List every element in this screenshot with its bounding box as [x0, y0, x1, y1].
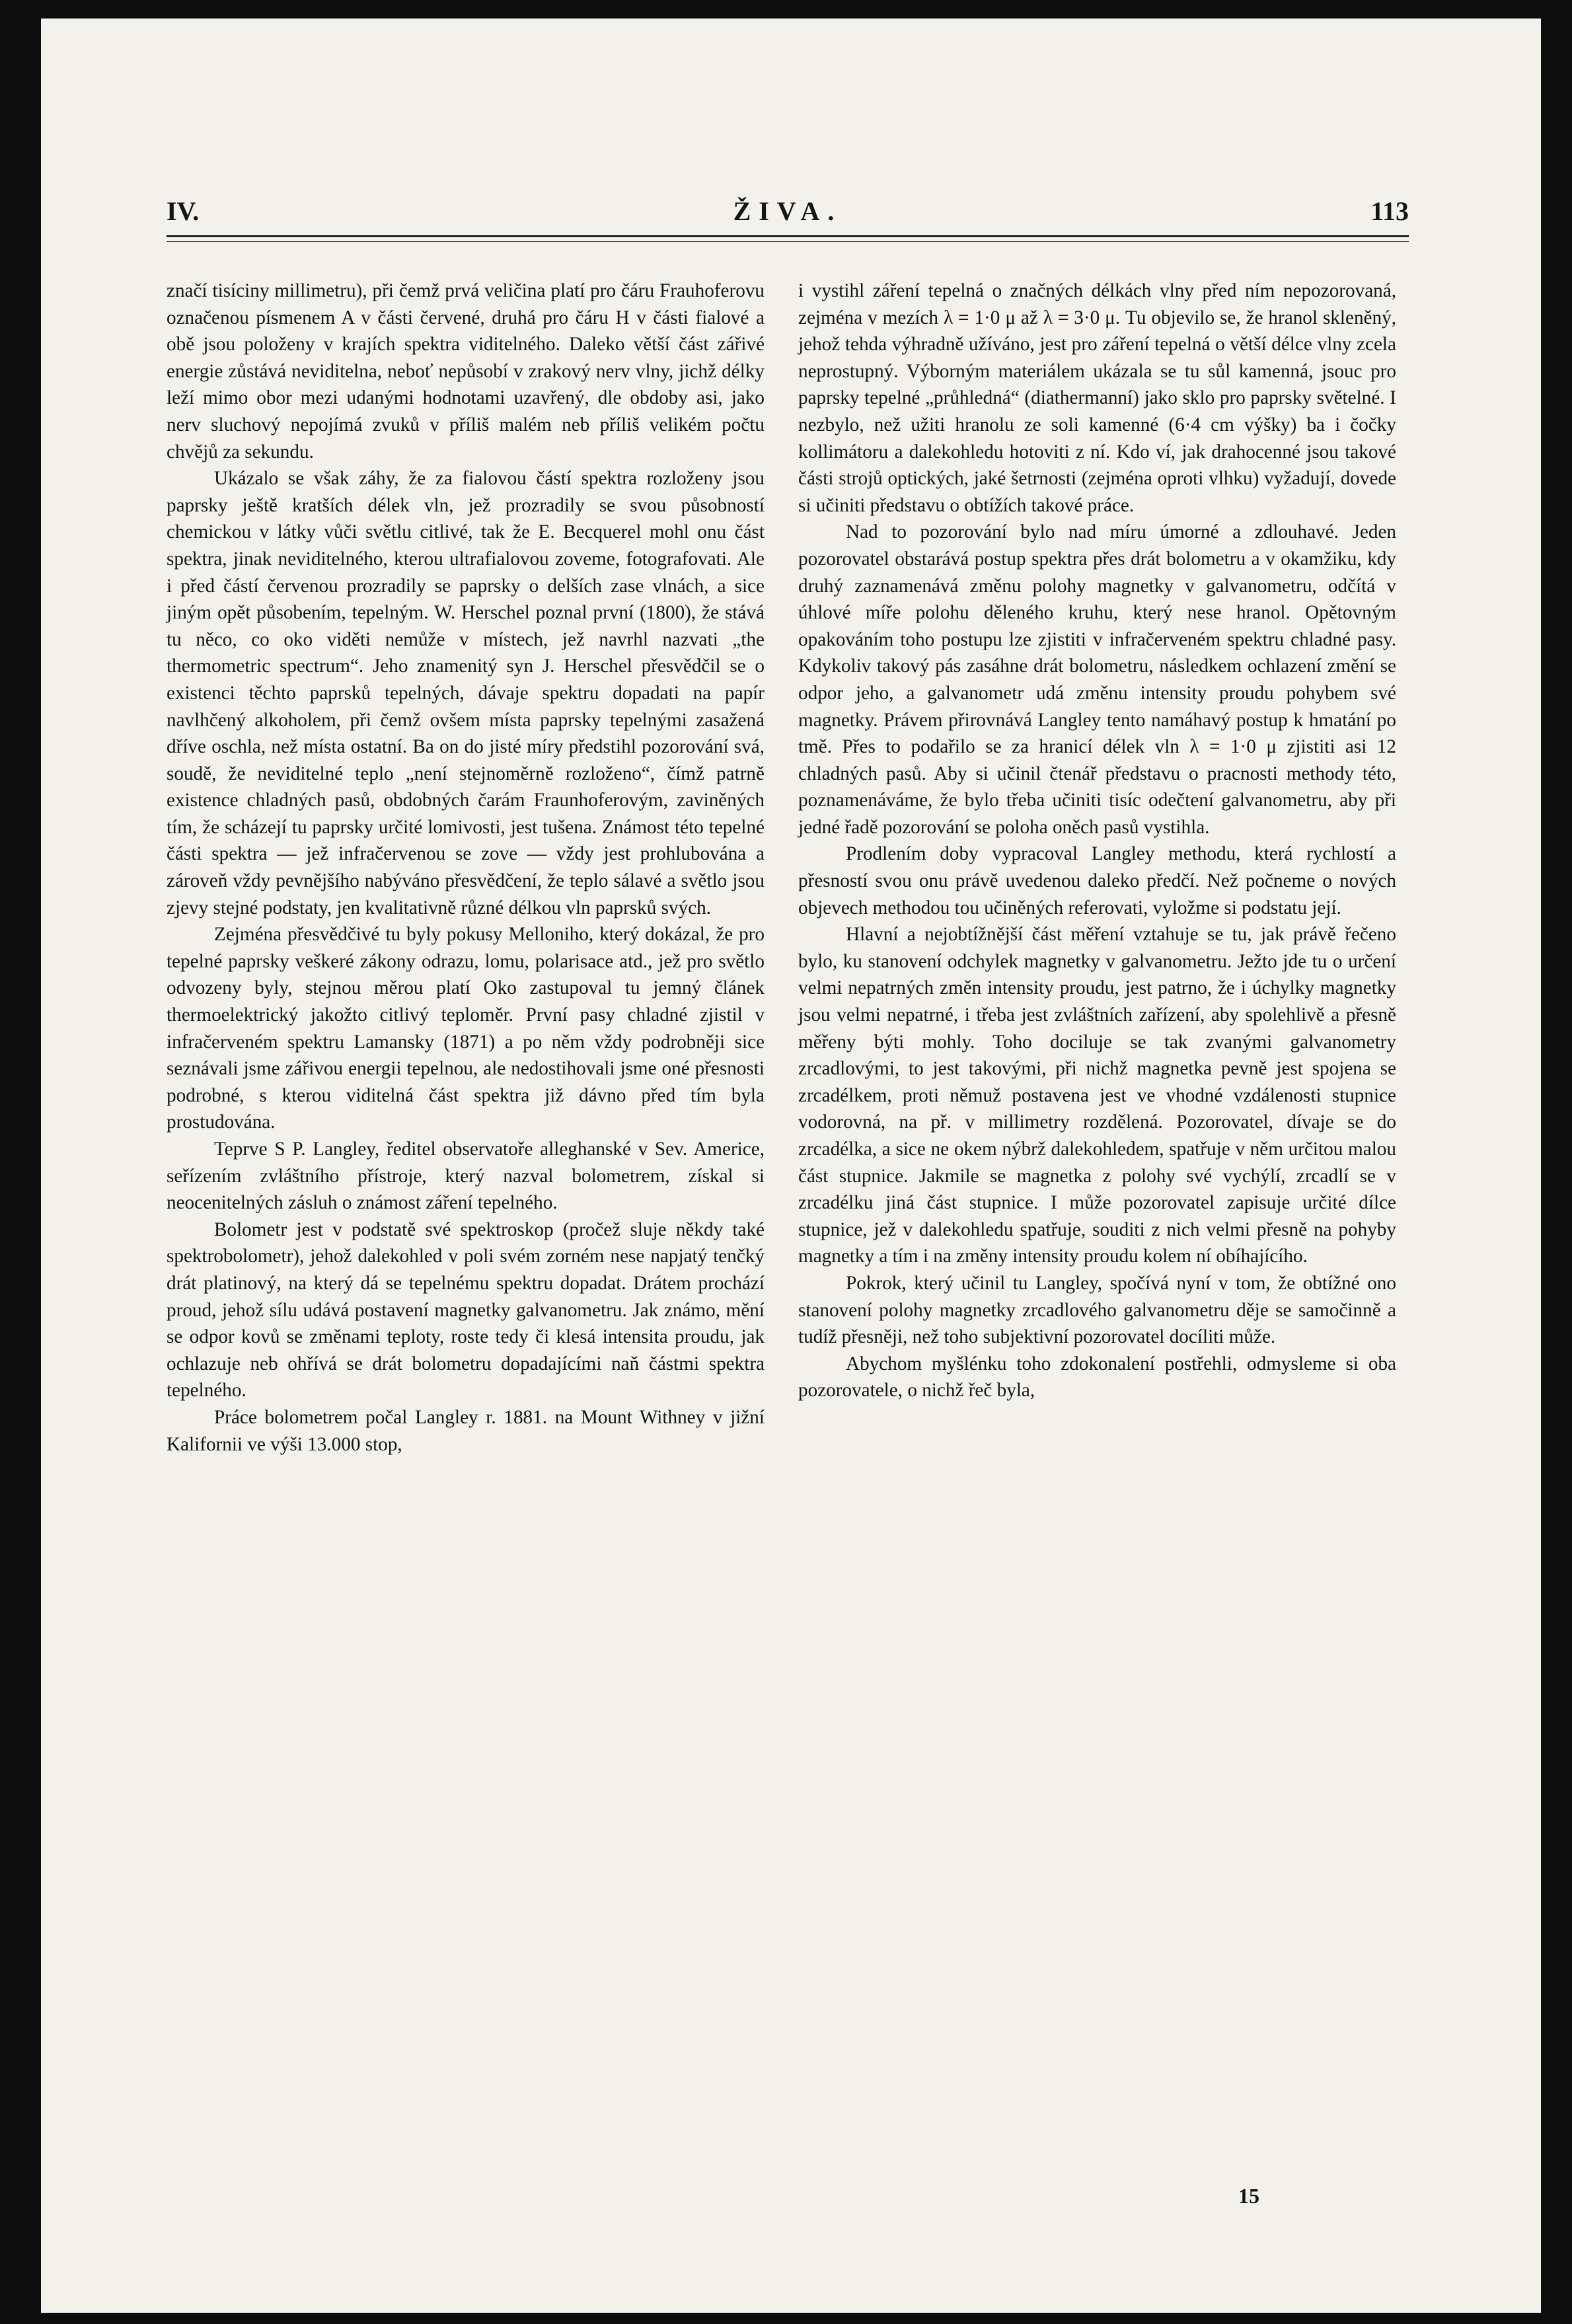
paragraph: Pokrok, který učinil tu Langley, spočívá nyní v tom, že obtížné ono stanovení polohy magnetky zrcadlového galvanometru děje se samočinně a tudíž přesněji, než toho subjektivní pozorovatel docíliti může. [798, 1272, 1396, 1348]
paragraph: značí tisíciny millimetru), při čemž prvá veličina platí pro čáru Frauhoferovu označenou písmenem A v části červené, druhá pro čáru H v části fialové a obě jsou položeny v krajích spektra viditelného. Daleko větší část zářivé energie zůstává neviditelna, neboť nepůsobí v zrakový nerv vlny, jichž délky leží mimo obor mezi udanými hodnotami uzavřený, dle obdoby asi, jako nerv sluchový nepojímá zvuků v příliš malém neb příliš velikém počtu chvějů za sekundu. [167, 280, 765, 463]
paragraph: Bolometr jest v podstatě své spektroskop (pročež sluje někdy také spektrobolometr), jehož dalekohled v poli svém zorném nese napjatý tenčký drát platinový, na který dá se tepelnému spektru dopadat. Drátem prochází proud, jehož sílu udává postavení magnetky galvanometru. Jak známo, mění se odpor kovů se změnami teploty, roste tedy či klesá intensita proudu, jak ochlazuje neb ohřívá se drát bolometru dopadajícími naň částmi spektra tepelného. [167, 1218, 765, 1402]
journal-title: ŽIVA. [733, 196, 842, 226]
paragraph: Teprve S P. Langley, ředitel observatoře alleghanské v Sev. Americe, seřízením zvláštního přístroje, který nazval bolometrem, získal si neocenitelných zásluh o známost záření tepelného. [167, 1139, 765, 1214]
volume-number: IV. [167, 196, 200, 226]
paragraph: Zejména přesvědčivé tu byly pokusy Melloniho, který dokázal, že pro tepelné paprsky veškeré zákony odrazu, lomu, polarisace atd., jež pro světlo odvozeny byly, stejnou měrou platí Oko zastupoval tu jemný článek thermoelektrický jakožto citlivý teploměr. První pasy chladné zjistil v infračerveném spektru Lamansky (1871) a po něm vždy podrobněji sice seznávali jsme zářivou energii tepelnou, ale nedostihovali jsme oné přesnosti podrobné, s kterou viditelná část spektra již dávno před tím byla prostudována. [167, 924, 765, 1133]
paragraph: Nad to pozorování bylo nad míru úmorné a zdlouhavé. Jeden pozorovatel obstarává postup spektra přes drát bolometru a v okamžiku, kdy druhý zaznamenává změnu polohy magnetky v galvanometru, odčítá v úhlové míře polohu děleného kruhu, který nese hranol. Opětovným opakováním toho postupu lze zjistiti v infračerveném spektru chladné pasy. Kdykoliv takový pás zasáhne drát bolometru, následkem ochlazení změní se odpor jeho, a galvanometr udá změnu intensity proudu pohybem své magnetky. Právem přirovnává Langley tento namáhavý postup k hmatání po tmě. Přes to podařilo se za hranicí délek vln λ = 1·0 μ zjistiti asi 12 chladných pasů. Aby si učinil čtenář představu o pracnosti methody této, poznamenáváme, že bylo třeba učiniti tisíc odečtení galvanometru, aby při jedné řadě pozorování se poloha oněch pasů vystihla. [798, 521, 1396, 838]
running-header [167, 189, 1409, 242]
paragraph: Hlavní a nejobtížnější část měření vztahuje se tu, jak právě řečeno bylo, ku stanovení odchylek magnetky v galvanometru. Ježto jde tu o určení velmi nepatrných změn intensity proudu, jest patrno, že i úchylky magnetky jsou velmi nepatrné, i třeba jest zvláštních zařízení, aby spolehlivě a přesně měřeny býti mohly. Toho dociluje se tak zvanými galvanometry zrcadlovými, to jest takovými, při nichž magnetka pevně jest spojena se zrcadélkem, proti němuž postavena jest ve vhodné vzdálenosti stupnice vodorovná, na př. v millimetry rozdělená. Pozorovatel, dívaje se do zrcadélka, a sice ne okem nýbrž dalekohledem, spatřuje v něm určitou malou část stupnice. Jakmile se magnetka z polohy své vychýlí, zrcadlí se v zrcadélku jiná část stupnice. I může pozorovatel zapisuje určité dílce stupnice, jež v dalekohledu spatřuje, souditi z nich velmi přesně na pohyby magnetky a tím i na změny intensity proudu kolem ní obíhajícího. [798, 924, 1396, 1267]
right-column [798, 278, 1396, 1404]
signature-mark: 15 [1238, 2184, 1259, 2208]
journal-page [41, 19, 1541, 2313]
header-rule-thin [167, 241, 1409, 242]
paragraph: i vystihl záření tepelná o značných délkách vlny před ním nepozorovaná, zejména v mezích λ = 1·0 μ až λ = 3·0 μ. Tu objevilo se, že hranol skleněný, jehož tehda výhradně užíváno, jest pro záření tepelná o větší délce vlny zcela neprostupný. Výborným materiálem ukázala se tu sůl kamenná, jsouc pro paprsky tepelné „průhledná“ (diathermanní) jako sklo pro paprsky světelné. I nezbylo, než užiti hranolu ze soli kamenné (6·4 cm výšky) ba i čočky kollimátoru a dalekohledu hotoviti z ní. Kdo ví, jak drahocenné jsou takové části strojů optických, jaké šetrnosti (zejména oproti vlhku) vyžadují, dovede si učiniti představu o obtížích takové práce. [798, 280, 1396, 516]
page-number: 113 [1370, 196, 1409, 226]
left-column [167, 278, 765, 1458]
paragraph: Práce bolometrem počal Langley r. 1881. na Mount Withney v jižní Kalifornii ve výši 13.000 stop, [167, 1406, 765, 1455]
paragraph: Prodlením doby vypracoval Langley methodu, která rychlostí a přesností svou onu právě uvedenou daleko předčí. Než počneme o nových objevech methodou tou učiněných referovati, vyložme si podstatu její. [798, 843, 1396, 918]
paragraph: Ukázalo se však záhy, že za fialovou částí spektra rozloženy jsou paprsky ještě kratších délek vln, jež prozradily se svou působností chemickou v látky vůči světlu citlivé, tak že E. Becquerel mohl onu část spektra, jinak neviditelného, kterou ultrafialovou zoveme, fotografovati. Ale i před částí červenou prozradily se paprsky o delších zase vlnách, a sice jiným opět působením, tepelným. W. Herschel poznal první (1800), že stává tu něco, co oko viděti nemůže v místech, jež navrhl nazvati „the thermometric spectrum“. Jeho znamenitý syn J. Herschel přesvědčil se o existenci těchto paprsků tepelných, dávaje spektru dopadati na papír navlhčený alkoholem, při čemž ovšem místa paprsky tepelnými zasažená dříve oschla, než místa ostatní. Ba on do jisté míry předstihl pozorování svá, soudě, že neviditelné teplo „není stejnoměrně rozloženo“, čímž patrně existence chladných pasů, obdobných čarám Fraunhoferovým, zaviněných tím, že scházejí tu paprsky určité lomivosti, jest tušena. Známost této tepelné části spektra — jež infračervenou se zove — vždy jest prohlubována a zároveň vždy pevnějšího nabýváno přesvědčení, že teplo sálavé a světlo jsou zjevy stejné podstaty, jen kvalitativně různé délkou vln paprsků svých. [167, 468, 765, 918]
header-rule-thick [167, 235, 1409, 237]
paragraph: Abychom myšlénku toho zdokonalení postřehli, odmysleme si oba pozorovatele, o nichž řeč byla, [798, 1353, 1396, 1402]
